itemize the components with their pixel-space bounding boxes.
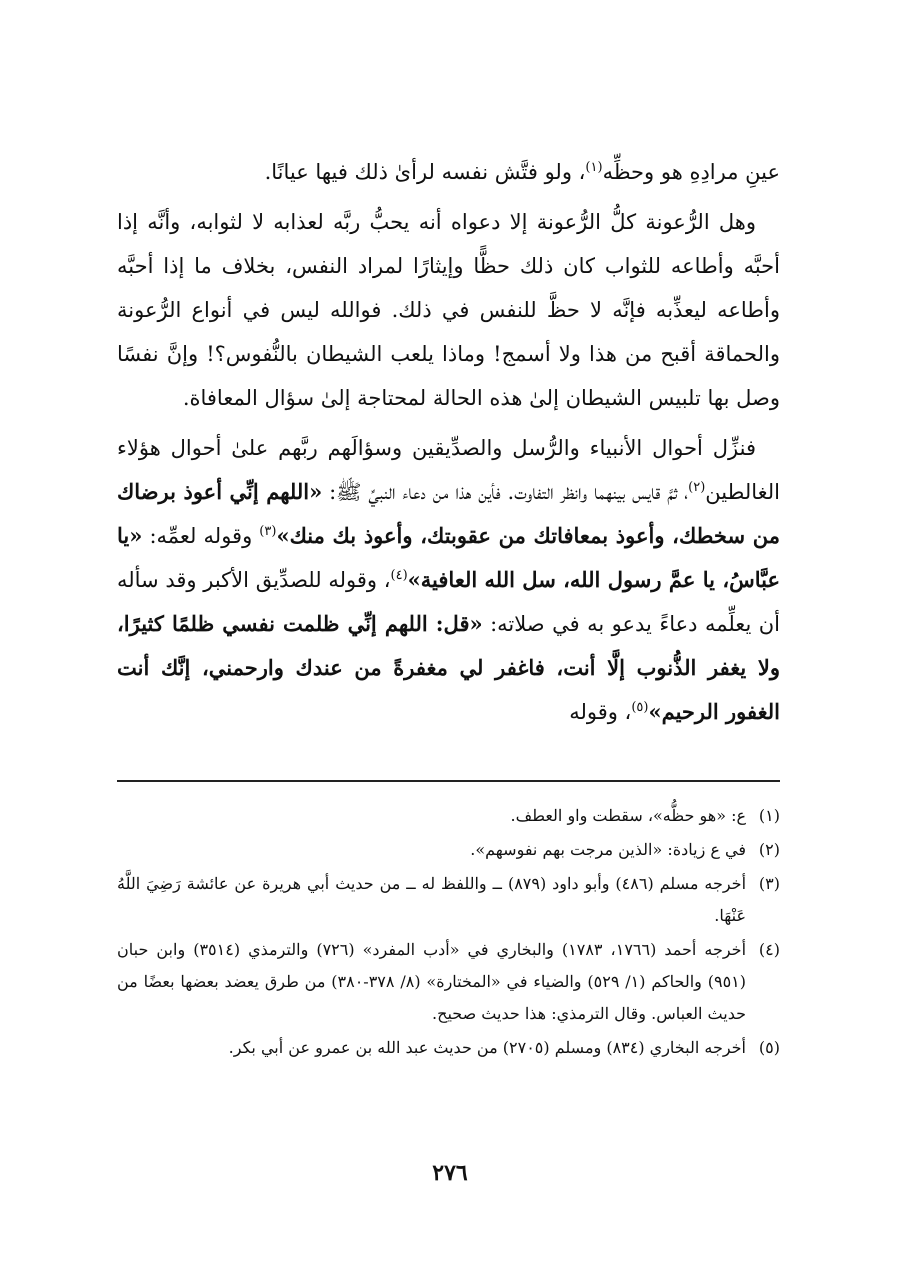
footnote-text: أخرجه مسلم (٤٨٦) وأبو داود (٨٧٩) ــ واللفظ له ــ من حديث أبي هريرة عن عائشة رَضِيَ اللَّهُ عَنْهَا.	[117, 874, 747, 925]
footnote	[117, 868, 780, 932]
text-segment: وقوله لعمِّه:	[142, 524, 260, 548]
footnote-number: (٥)	[758, 1038, 780, 1057]
footnote	[117, 800, 780, 832]
footnote	[117, 934, 780, 1030]
page-number: ٢٧٦	[432, 1160, 468, 1186]
footnote-marker: (١)	[585, 160, 603, 175]
text-segment: وهل الرُّعونة كلُّ الرُّعونة إلا دعواه أنه يحبُّ ربَّه لعذابه لا لثوابه، وأنَّه إذا أحبَّه وأطاعه للثواب كان ذلك حظًّا وإيثارًا لمراد النفس، بخلاف ما إذا أحبَّه وأطاعه ليعذِّبه فإنَّه لا حظَّ للنفس في ذلك. فوالله ليس في أنواع الرُّعونة والحماقة أقبح من هذا ولا أسمج! وماذا يلعب الشيطان بالنُّفوس؟! وإنَّ نفسًا وصل بها تلبيس الشيطان إلىٰ هذه الحالة لمحتاجة إلىٰ سؤال المعافاة.	[117, 210, 780, 410]
footnote-text: أخرجه البخاري (٨٣٤) ومسلم (٢٧٠٥) من حديث عبد الله بن عمرو عن أبي بكر.	[228, 1038, 746, 1057]
footnote-marker: (٥)	[631, 700, 649, 715]
footnote-number: (٤)	[758, 940, 780, 959]
text-segment: ، وقوله للصدِّيق الأكبر وقد سأله أن يعلِّمه دعاءً يدعو به في صلاته:	[117, 568, 781, 636]
paragraph	[117, 150, 780, 194]
text-segment: فنزِّل أحوال الأنبياء والرُّسل والصدِّيقين وسؤالَهم ربَّهم علىٰ أحوال هؤلاء الغالطين	[117, 436, 780, 504]
paragraph	[117, 426, 780, 734]
main-text	[117, 150, 780, 740]
footnote-number: (٣)	[758, 874, 780, 893]
footnote	[117, 834, 780, 866]
footnote-marker: (٢)	[688, 480, 706, 495]
footnote-marker: (٤)	[390, 568, 408, 583]
quoted-hadith: «اللهم إنِّي أعوذ برضاك من سخطك، وأعوذ بمعافاتك من عقوبتك، وأعوذ بك منك»	[117, 479, 780, 548]
footnote-text: في ع زيادة: «الذين مرجت بهم نفوسهم».	[470, 840, 746, 859]
quoted-hadith: «يا عبَّاسُ، يا عمَّ رسول الله، سل الله العافية»	[117, 523, 780, 592]
footnotes	[117, 800, 780, 1066]
text-segment: ، ثمَّ قايس بينهما وانظر التفاوت. فأين هذا من دعاء النبيِّ ﷺ:	[322, 480, 689, 504]
text-segment: ، ولو فتَّش نفسه لرأىٰ ذلك فيها عيانًا.	[264, 160, 586, 184]
text-segment: عينِ مرادِهِ هو وحظِّه	[602, 160, 780, 184]
footnote	[117, 1032, 780, 1064]
quoted-hadith: «قل: اللهم إنِّي ظلمت نفسي ظلمًا كثيرًا، ولا يغفر الذُّنوب إلَّا أنت، فاغفر لي مغفرةً من عندك وارحمني، إنَّك أنت الغفور الرحيم»	[117, 611, 780, 724]
footnote-number: (١)	[758, 806, 780, 825]
footnote-separator	[117, 780, 780, 782]
footnote-text: ع: «هو حظُّه»، سقطت واو العطف.	[510, 806, 746, 825]
footnote-text: أخرجه أحمد (١٧٦٦، ١٧٨٣) والبخاري في «أدب المفرد» (٧٢٦) والترمذي (٣٥١٤) وابن حبان (٩٥١) والحاكم (١/ ٥٢٩) والضياء في «المختارة» (٨/ ٣٧٨-٣٨٠) من طرق يعضد بعضها بعضًا من حديث العباس. وقال الترمذي: هذا حديث صحيح.	[117, 940, 747, 1023]
paragraph	[117, 200, 780, 420]
footnote-marker: (٣)	[259, 524, 277, 539]
footnote-number: (٢)	[758, 840, 780, 859]
text-segment: ، وقوله	[569, 700, 632, 724]
